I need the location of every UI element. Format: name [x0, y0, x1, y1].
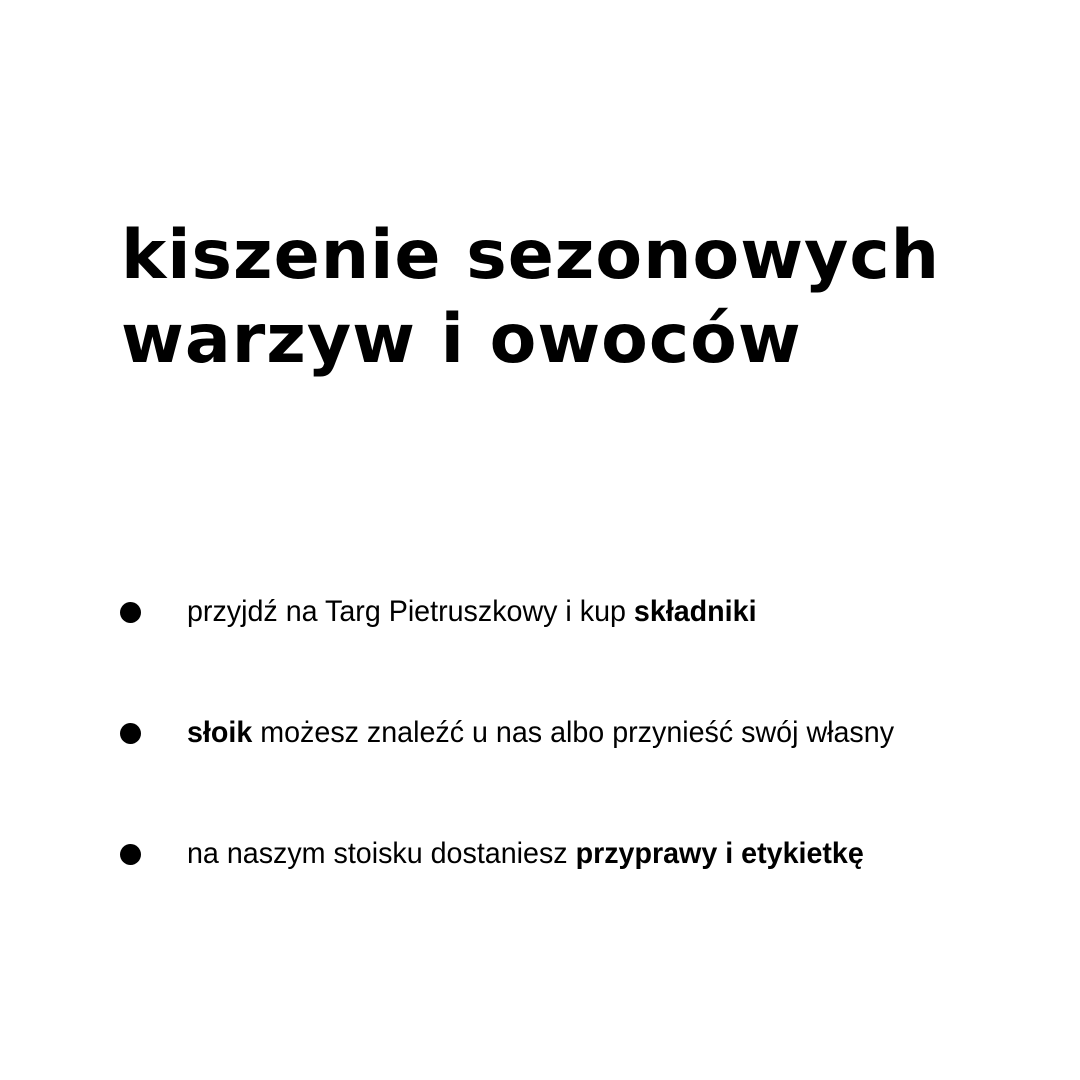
bullet-dot-icon — [120, 723, 141, 744]
list-item-text-regular: na naszym stoisku dostaniesz — [187, 837, 576, 870]
bullet-list — [120, 588, 1020, 951]
list-item-text-bold: przyprawy i etykietkę — [575, 837, 864, 870]
title-line-2: warzyw i owoców — [121, 300, 802, 379]
title-line-1: kiszenie sezonowych — [121, 216, 941, 295]
list-item-text-bold: słoik — [187, 716, 253, 749]
list-item — [120, 588, 1020, 709]
list-item-text-bold: składniki — [633, 595, 757, 628]
list-item-text-regular: możesz znaleźć u nas albo przynieść swój własny — [252, 716, 895, 749]
list-item-text — [187, 709, 894, 757]
list-item — [120, 830, 1020, 951]
bullet-dot-icon — [120, 602, 141, 623]
bullet-dot-icon — [120, 844, 141, 865]
list-item-text — [187, 830, 864, 878]
list-item — [120, 709, 1020, 830]
list-item-text — [187, 588, 757, 636]
page-title — [121, 214, 940, 382]
list-item-text-regular: przyjdź na Targ Pietruszkowy i kup — [187, 595, 634, 628]
